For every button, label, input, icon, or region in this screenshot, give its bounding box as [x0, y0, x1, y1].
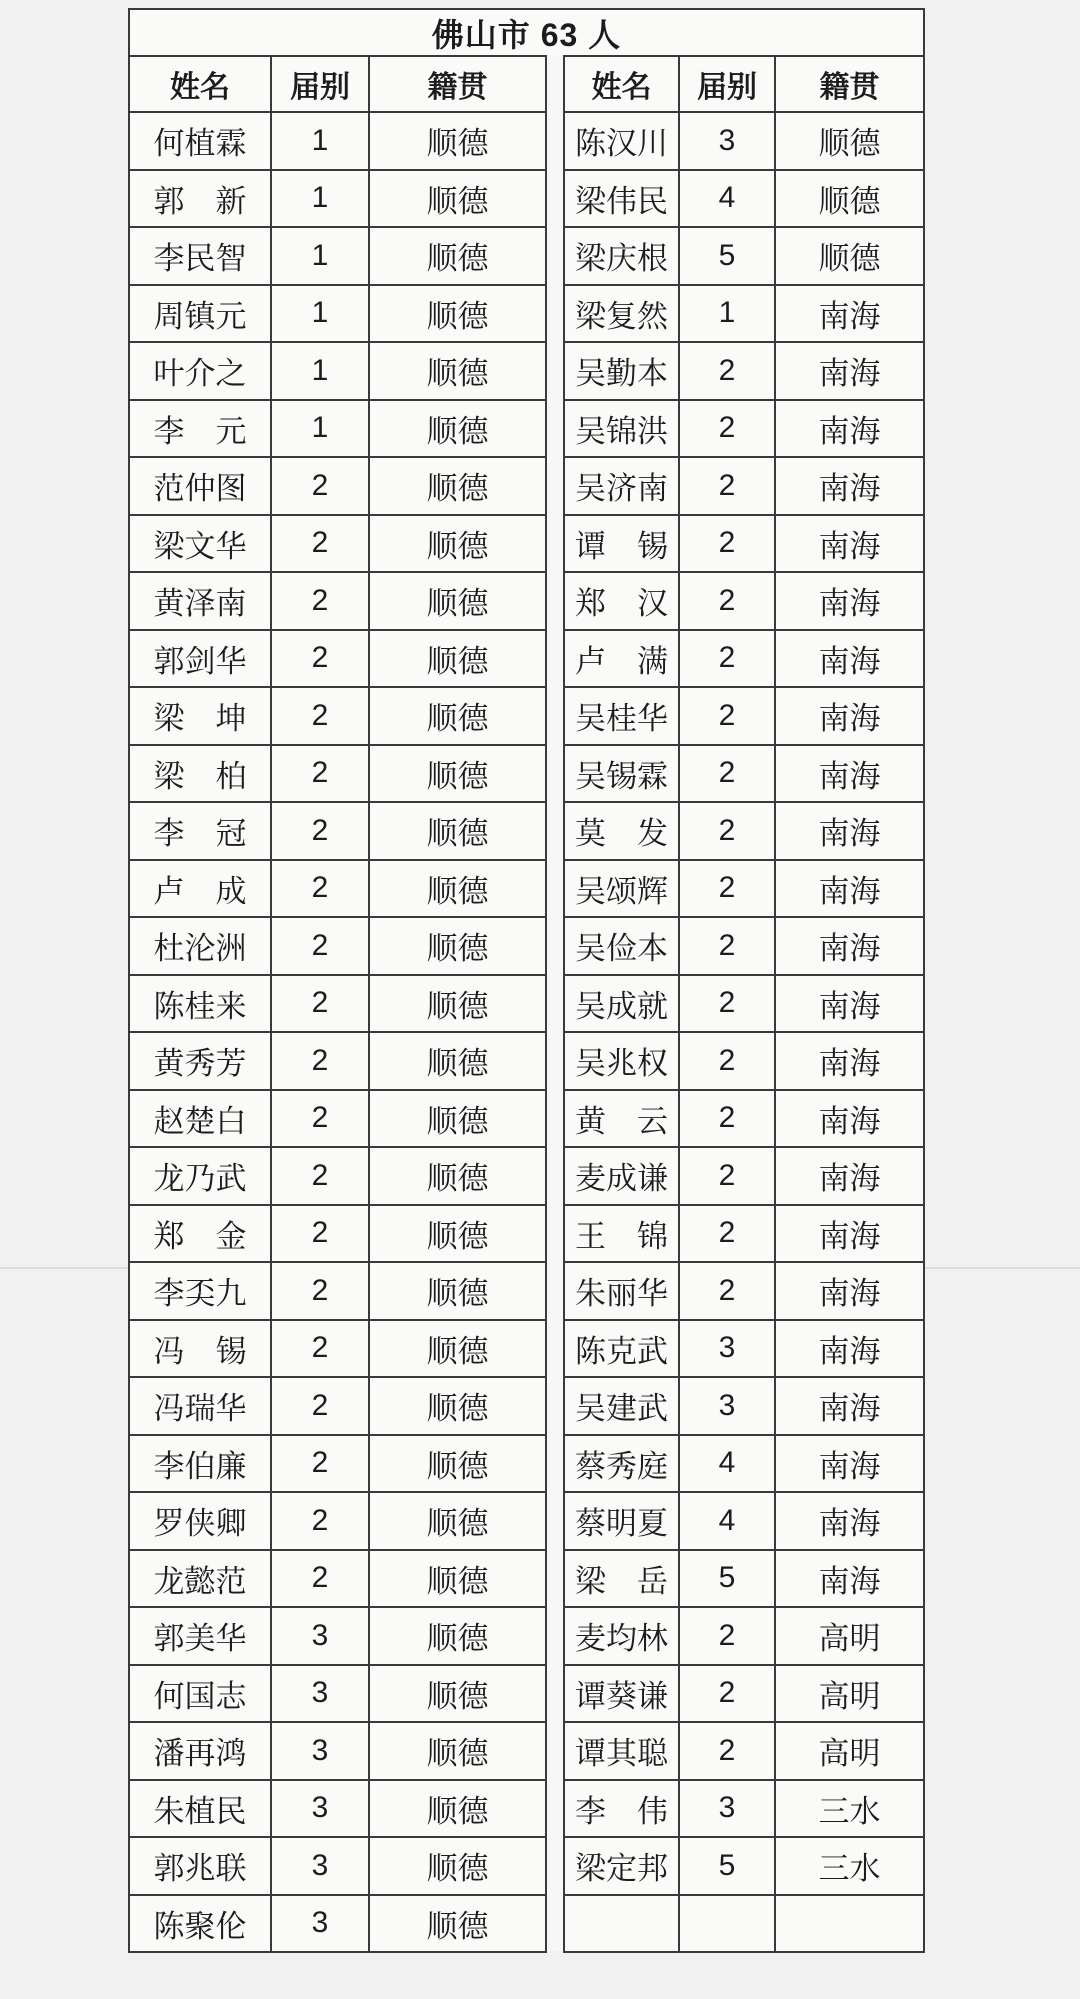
table-row [129, 1492, 546, 1550]
table-row [129, 745, 546, 803]
table-row [564, 227, 924, 285]
name-cell: 王 锦 [564, 1205, 679, 1263]
table-row [564, 572, 924, 630]
name-cell: 谭葵谦 [564, 1665, 679, 1723]
origin-cell: 南海 [775, 1320, 924, 1378]
session-cell: 2 [271, 457, 369, 515]
session-cell: 3 [679, 1780, 775, 1838]
session-cell: 2 [679, 860, 775, 918]
origin-cell: 顺德 [369, 227, 546, 285]
table-row [564, 1377, 924, 1435]
name-cell: 黄秀芳 [129, 1032, 271, 1090]
col-header-session: 届别 [271, 56, 369, 112]
name-cell: 龙乃武 [129, 1147, 271, 1205]
name-cell: 范仲图 [129, 457, 271, 515]
session-cell: 2 [679, 342, 775, 400]
origin-cell: 顺德 [369, 457, 546, 515]
origin-cell: 南海 [775, 745, 924, 803]
table-row [564, 1205, 924, 1263]
table-row [564, 860, 924, 918]
name-cell: 梁复然 [564, 285, 679, 343]
origin-cell: 南海 [775, 457, 924, 515]
session-cell: 3 [679, 1377, 775, 1435]
origin-cell: 南海 [775, 1492, 924, 1550]
origin-cell: 顺德 [369, 515, 546, 573]
origin-cell: 南海 [775, 687, 924, 745]
origin-cell: 顺德 [369, 1492, 546, 1550]
name-cell: 梁定邦 [564, 1837, 679, 1895]
origin-cell: 南海 [775, 1090, 924, 1148]
origin-cell: 顺德 [369, 1032, 546, 1090]
table-row [129, 1550, 546, 1608]
table-row [564, 1492, 924, 1550]
origin-cell: 南海 [775, 285, 924, 343]
table-row [564, 687, 924, 745]
origin-cell: 南海 [775, 860, 924, 918]
session-cell: 2 [679, 572, 775, 630]
name-cell: 郑 汉 [564, 572, 679, 630]
session-cell: 2 [271, 687, 369, 745]
table-row [129, 975, 546, 1033]
session-cell: 3 [271, 1607, 369, 1665]
table-row [564, 1607, 924, 1665]
origin-cell: 顺德 [369, 1607, 546, 1665]
header-row [129, 56, 546, 112]
name-cell: 吴成就 [564, 975, 679, 1033]
name-cell: 郭 新 [129, 170, 271, 228]
session-cell: 1 [271, 170, 369, 228]
name-cell: 梁 坤 [129, 687, 271, 745]
origin-cell: 顺德 [369, 1780, 546, 1838]
table-row [129, 170, 546, 228]
table-row [129, 1090, 546, 1148]
origin-cell: 顺德 [369, 1262, 546, 1320]
name-cell: 陈克武 [564, 1320, 679, 1378]
table-row [129, 342, 546, 400]
table-row [129, 1032, 546, 1090]
origin-cell: 南海 [775, 572, 924, 630]
table-row [564, 342, 924, 400]
session-cell: 2 [271, 1090, 369, 1148]
session-cell: 2 [679, 1262, 775, 1320]
session-cell: 2 [679, 515, 775, 573]
table-row [564, 630, 924, 688]
table-row [564, 802, 924, 860]
name-cell: 叶介之 [129, 342, 271, 400]
session-cell: 1 [271, 342, 369, 400]
origin-cell: 顺德 [369, 112, 546, 170]
table-row [564, 1550, 924, 1608]
session-cell: 1 [271, 400, 369, 458]
table-row [129, 1320, 546, 1378]
session-cell: 2 [679, 917, 775, 975]
origin-cell: 顺德 [369, 1147, 546, 1205]
table-row [129, 1435, 546, 1493]
origin-cell: 顺德 [775, 227, 924, 285]
origin-cell: 顺德 [369, 1550, 546, 1608]
table-row [564, 400, 924, 458]
session-cell: 2 [271, 1377, 369, 1435]
name-cell: 吴锡霖 [564, 745, 679, 803]
table-gap [547, 55, 563, 1951]
table-row [129, 227, 546, 285]
table-row [129, 112, 546, 170]
origin-cell: 南海 [775, 400, 924, 458]
origin-cell: 顺德 [369, 1665, 546, 1723]
table-row [564, 917, 924, 975]
session-cell: 2 [679, 687, 775, 745]
left-table-body [129, 112, 546, 1952]
name-cell: 何国志 [129, 1665, 271, 1723]
name-cell: 吴锦洪 [564, 400, 679, 458]
name-cell: 李 伟 [564, 1780, 679, 1838]
name-cell: 杜沦洲 [129, 917, 271, 975]
session-cell: 3 [679, 112, 775, 170]
name-cell: 梁庆根 [564, 227, 679, 285]
session-cell: 3 [271, 1722, 369, 1780]
name-cell: 黄 云 [564, 1090, 679, 1148]
table-row [129, 1205, 546, 1263]
session-cell: 2 [271, 572, 369, 630]
session-cell: 2 [679, 400, 775, 458]
name-cell: 龙懿范 [129, 1550, 271, 1608]
origin-cell: 顺德 [775, 112, 924, 170]
origin-cell [775, 1895, 924, 1953]
name-cell: 莫 发 [564, 802, 679, 860]
origin-cell: 顺德 [369, 1435, 546, 1493]
origin-cell: 顺德 [369, 630, 546, 688]
table-row [564, 112, 924, 170]
name-cell: 李 元 [129, 400, 271, 458]
origin-cell: 南海 [775, 802, 924, 860]
table-row [129, 1837, 546, 1895]
session-cell: 2 [271, 1320, 369, 1378]
name-cell: 何植霖 [129, 112, 271, 170]
name-cell: 吴桂华 [564, 687, 679, 745]
name-cell: 黄泽南 [129, 572, 271, 630]
name-cell: 郑 金 [129, 1205, 271, 1263]
table-row [564, 285, 924, 343]
table-row [564, 1780, 924, 1838]
session-cell: 2 [271, 1147, 369, 1205]
name-cell: 陈桂来 [129, 975, 271, 1033]
session-cell: 4 [679, 170, 775, 228]
session-cell: 2 [679, 745, 775, 803]
origin-cell: 南海 [775, 515, 924, 573]
name-cell: 谭 锡 [564, 515, 679, 573]
session-cell: 2 [679, 1722, 775, 1780]
table-row [564, 515, 924, 573]
origin-cell: 顺德 [369, 572, 546, 630]
origin-cell: 南海 [775, 1377, 924, 1435]
origin-cell: 顺德 [369, 975, 546, 1033]
table-row [564, 1032, 924, 1090]
name-cell: 李民智 [129, 227, 271, 285]
name-cell: 梁 柏 [129, 745, 271, 803]
session-cell: 5 [679, 1550, 775, 1608]
session-cell [679, 1895, 775, 1953]
name-cell: 谭其聪 [564, 1722, 679, 1780]
name-cell: 卢 成 [129, 860, 271, 918]
session-cell: 3 [271, 1665, 369, 1723]
session-cell: 4 [679, 1492, 775, 1550]
name-cell: 蔡秀庭 [564, 1435, 679, 1493]
origin-cell: 南海 [775, 1147, 924, 1205]
name-cell: 蔡明夏 [564, 1492, 679, 1550]
session-cell: 1 [271, 285, 369, 343]
table-row [129, 457, 546, 515]
name-cell: 吴济南 [564, 457, 679, 515]
table-row [564, 745, 924, 803]
session-cell: 2 [679, 975, 775, 1033]
origin-cell: 三水 [775, 1837, 924, 1895]
session-cell: 2 [271, 1262, 369, 1320]
col-header-name: 姓名 [129, 56, 271, 112]
session-cell: 2 [679, 630, 775, 688]
name-cell: 朱丽华 [564, 1262, 679, 1320]
table-row [129, 860, 546, 918]
session-cell: 2 [679, 1090, 775, 1148]
name-cell: 麦均林 [564, 1607, 679, 1665]
name-cell: 郭兆联 [129, 1837, 271, 1895]
session-cell: 5 [679, 227, 775, 285]
name-cell: 李伯廉 [129, 1435, 271, 1493]
origin-cell: 顺德 [369, 917, 546, 975]
session-cell: 3 [679, 1320, 775, 1378]
session-cell: 2 [679, 1607, 775, 1665]
roster-right-table [563, 55, 925, 1953]
table-row [129, 687, 546, 745]
name-cell: 朱植民 [129, 1780, 271, 1838]
session-cell: 5 [679, 1837, 775, 1895]
table-row [564, 975, 924, 1033]
name-cell: 潘再鸿 [129, 1722, 271, 1780]
name-cell: 周镇元 [129, 285, 271, 343]
name-cell: 梁伟民 [564, 170, 679, 228]
origin-cell: 顺德 [369, 1895, 546, 1953]
right-table-body [564, 112, 924, 1952]
table-row [129, 400, 546, 458]
origin-cell: 南海 [775, 1550, 924, 1608]
roster-table [128, 8, 925, 1953]
origin-cell: 顺德 [369, 1090, 546, 1148]
table-row [564, 1435, 924, 1493]
table-row [129, 1780, 546, 1838]
name-cell: 罗侠卿 [129, 1492, 271, 1550]
session-cell: 2 [271, 917, 369, 975]
origin-cell: 南海 [775, 342, 924, 400]
name-cell: 郭剑华 [129, 630, 271, 688]
name-cell: 吴兆权 [564, 1032, 679, 1090]
origin-cell: 高明 [775, 1665, 924, 1723]
origin-cell: 顺德 [369, 687, 546, 745]
col-header-origin: 籍贯 [775, 56, 924, 112]
session-cell: 2 [271, 802, 369, 860]
session-cell: 2 [679, 802, 775, 860]
origin-cell: 顺德 [369, 400, 546, 458]
table-row [564, 1837, 924, 1895]
origin-cell: 顺德 [775, 170, 924, 228]
session-cell: 2 [679, 1147, 775, 1205]
table-row [564, 457, 924, 515]
origin-cell: 南海 [775, 975, 924, 1033]
origin-cell: 南海 [775, 917, 924, 975]
name-cell: 吴勤本 [564, 342, 679, 400]
origin-cell: 顺德 [369, 1837, 546, 1895]
table-row [129, 1607, 546, 1665]
origin-cell: 顺德 [369, 1377, 546, 1435]
roster-tables [128, 55, 925, 1953]
name-cell: 麦成谦 [564, 1147, 679, 1205]
origin-cell: 顺德 [369, 342, 546, 400]
origin-cell: 高明 [775, 1607, 924, 1665]
table-row [129, 572, 546, 630]
session-cell: 2 [271, 1435, 369, 1493]
origin-cell: 南海 [775, 1205, 924, 1263]
origin-cell: 顺德 [369, 1722, 546, 1780]
origin-cell: 顺德 [369, 802, 546, 860]
origin-cell: 顺德 [369, 1320, 546, 1378]
table-row [564, 1090, 924, 1148]
table-row [129, 1895, 546, 1953]
name-cell: 郭美华 [129, 1607, 271, 1665]
table-row [564, 1262, 924, 1320]
name-cell: 梁 岳 [564, 1550, 679, 1608]
session-cell: 2 [679, 1665, 775, 1723]
table-row [564, 1665, 924, 1723]
table-row [129, 515, 546, 573]
table-row [564, 1895, 924, 1953]
name-cell [564, 1895, 679, 1953]
session-cell: 2 [271, 860, 369, 918]
origin-cell: 顺德 [369, 860, 546, 918]
session-cell: 2 [271, 515, 369, 573]
name-cell: 吴俭本 [564, 917, 679, 975]
name-cell: 吴建武 [564, 1377, 679, 1435]
table-row [129, 630, 546, 688]
session-cell: 2 [271, 1032, 369, 1090]
session-cell: 3 [271, 1780, 369, 1838]
table-row [129, 1377, 546, 1435]
name-cell: 陈聚伦 [129, 1895, 271, 1953]
table-row [129, 802, 546, 860]
name-cell: 陈汉川 [564, 112, 679, 170]
origin-cell: 顺德 [369, 170, 546, 228]
origin-cell: 高明 [775, 1722, 924, 1780]
name-cell: 李 冠 [129, 802, 271, 860]
name-cell: 李奀九 [129, 1262, 271, 1320]
table-row [564, 1320, 924, 1378]
name-cell: 梁文华 [129, 515, 271, 573]
session-cell: 1 [679, 285, 775, 343]
session-cell: 2 [271, 1492, 369, 1550]
name-cell: 赵楚白 [129, 1090, 271, 1148]
header-row [564, 56, 924, 112]
session-cell: 3 [271, 1837, 369, 1895]
session-cell: 2 [679, 457, 775, 515]
origin-cell: 南海 [775, 630, 924, 688]
session-cell: 2 [271, 630, 369, 688]
session-cell: 1 [271, 227, 369, 285]
table-row [129, 917, 546, 975]
col-header-origin: 籍贯 [369, 56, 546, 112]
name-cell: 卢 满 [564, 630, 679, 688]
session-cell: 3 [271, 1895, 369, 1953]
table-row [129, 285, 546, 343]
origin-cell: 南海 [775, 1435, 924, 1493]
name-cell: 冯瑞华 [129, 1377, 271, 1435]
name-cell: 吴颂辉 [564, 860, 679, 918]
session-cell: 2 [271, 975, 369, 1033]
session-cell: 4 [679, 1435, 775, 1493]
table-row [129, 1262, 546, 1320]
origin-cell: 顺德 [369, 745, 546, 803]
session-cell: 2 [679, 1032, 775, 1090]
origin-cell: 顺德 [369, 1205, 546, 1263]
session-cell: 2 [271, 1550, 369, 1608]
table-row [564, 1722, 924, 1780]
session-cell: 2 [271, 1205, 369, 1263]
origin-cell: 南海 [775, 1032, 924, 1090]
table-row [129, 1722, 546, 1780]
col-header-name: 姓名 [564, 56, 679, 112]
origin-cell: 南海 [775, 1262, 924, 1320]
session-cell: 1 [271, 112, 369, 170]
table-title: 佛山市 63 人 [128, 8, 925, 57]
table-row [564, 1147, 924, 1205]
roster-left-table [128, 55, 547, 1953]
session-cell: 2 [271, 745, 369, 803]
origin-cell: 顺德 [369, 285, 546, 343]
col-header-session: 届别 [679, 56, 775, 112]
table-row [564, 170, 924, 228]
name-cell: 冯 锡 [129, 1320, 271, 1378]
table-row [129, 1665, 546, 1723]
origin-cell: 三水 [775, 1780, 924, 1838]
table-row [129, 1147, 546, 1205]
session-cell: 2 [679, 1205, 775, 1263]
